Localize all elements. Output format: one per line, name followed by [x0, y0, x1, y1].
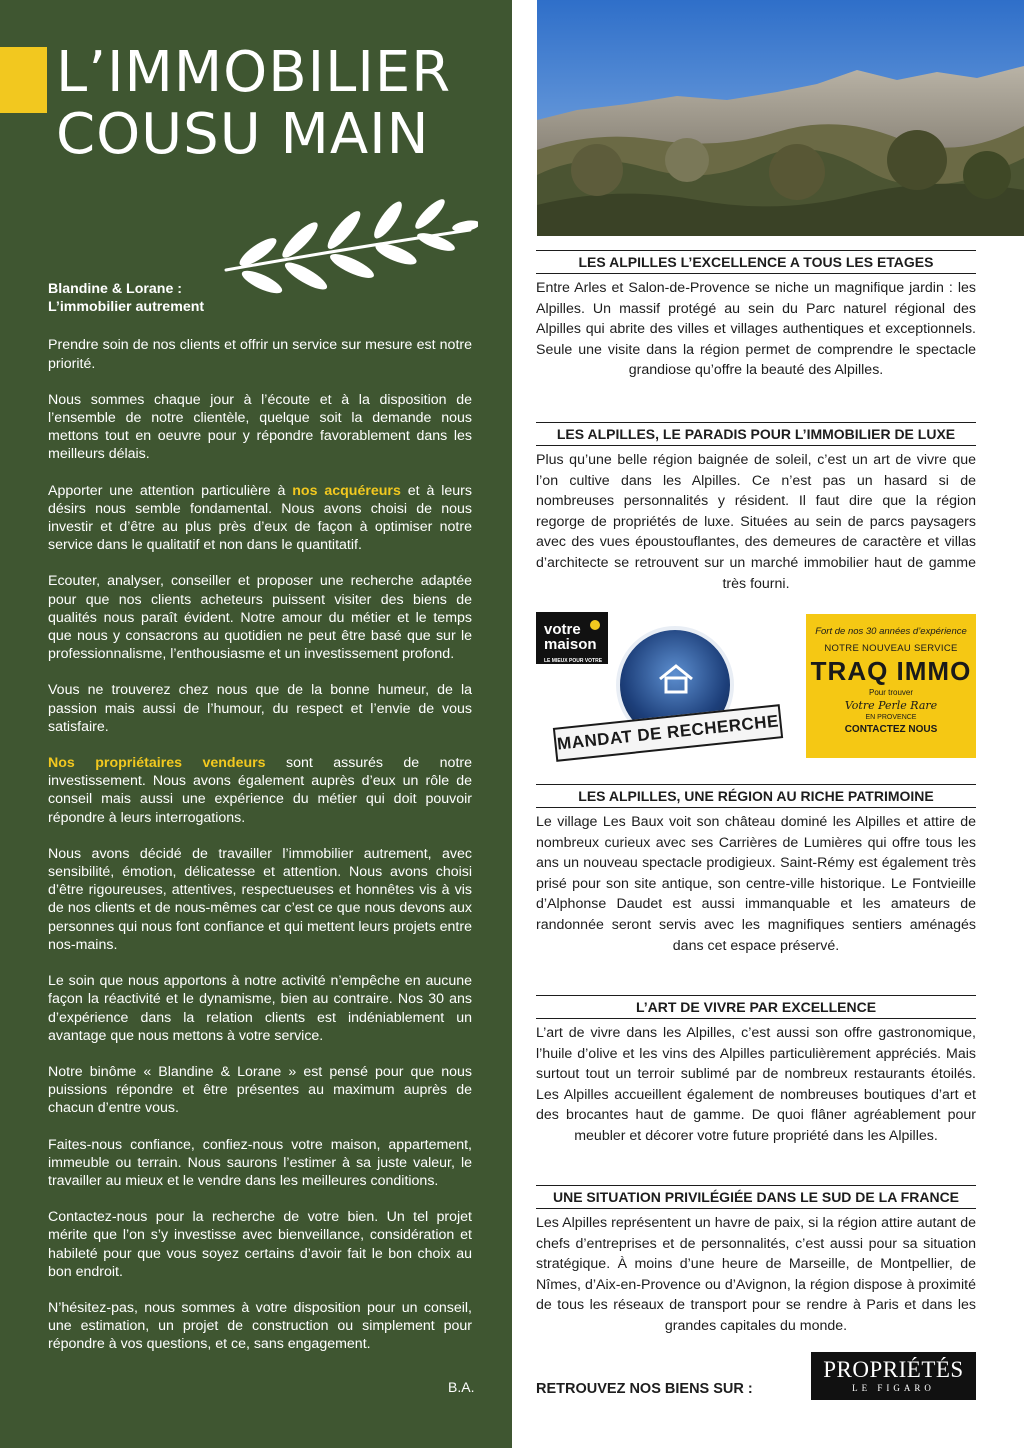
highlight-vendeurs: Nos propriétaires vendeurs — [48, 755, 266, 772]
ad-line-6: EN PROVENCE — [865, 714, 917, 721]
paragraph-3-end: et à leurs désirs nous semble fondamental. Nous avons choisi de nous investir et d’être au plus près d’eux de façon à optimiser notre service dans le qualitatif et non dans le quantitatif. — [48, 482, 472, 554]
paragraph-6 — [48, 754, 472, 827]
lede-line-2: L’immobilier autrement — [48, 299, 205, 316]
proprietes-figaro-logo[interactable] — [811, 1352, 976, 1400]
page-title — [56, 42, 506, 166]
ad-contact: CONTACTEZ NOUS — [844, 724, 938, 735]
paragraph-6-end: sont assurés de notre investissement. Nous avons également auprès d’eux un rôle de conseil mais aussi une expérience du métier qui doit pouvoir répondre à leurs interrogations. — [48, 755, 472, 826]
paragraph-11: Contactez-nous pour la recherche de votre bien. Un tel projet mérite que l’on s’y investisse avec bienveillance, considération et habileté pour que vous soyez certains d’avoir fait le bon choix au bon endroit. — [48, 1209, 472, 1280]
signature: B.A. — [448, 1379, 475, 1395]
intro-lede — [48, 280, 472, 316]
section-excellence — [536, 250, 976, 381]
logo-line-1: votre — [544, 621, 581, 638]
paragraph-8: Le soin que nous apportons à notre activité n’empêche en aucune façon la réactivité et le dynamisme, bien au contraire. Nos 30 ans d’expérience dans la relation clients est indéniablement un avantage que nous mettons à votre service. — [48, 973, 472, 1044]
votre-maison-logo — [536, 612, 608, 679]
paragraph-3-start: Apporter une attention particulière à — [48, 482, 293, 499]
section-heading: UNE SITUATION PRIVILÉGIÉE DANS LE SUD DE LA FRANCE — [536, 1185, 976, 1209]
ad-line-1: Fort de nos 30 années d’expérience — [815, 626, 967, 637]
votre-maison-ad — [536, 612, 788, 760]
paragraph-2: Nous sommes chaque jour à l’écoute et à la disposition de l’ensemble de notre clientèle, quelque soit la demande nous mettons tout en oeuvre pour y répondre favorablement dans les meilleurs délais. — [48, 391, 472, 463]
section-body: Le village Les Baux voit son château dominé les Alpilles et attire de nombreux curieux avec ses Carrières de Lumières qui offre tous les ans un nouveau spectacle prodigieux. Saint-Rémy est également très prisé pour son site antique, son centre-ville historique. Le Fontvieille d’Alphonse Daudet est aussi immanquable et les amateurs de randonnée seront servis avec les magnifiques sentiers aménagés dans cet espace préservé. — [536, 814, 976, 954]
section-body: Les Alpilles représentent un havre de paix, si la région attire autant de chefs d’entreprises et de personnalités, c’est aussi pour sa situation stratégique. À moins d’une heure de Marseille, de Montpellier, de Nîmes, d’Aix-en-Provence ou d’Avignon, la région dispose à proximité de tous les réseaux de transport pour se rendre à Paris et dans les grandes capitales du monde. — [536, 1215, 976, 1334]
accent-bar — [0, 47, 47, 113]
traq-immo-ad — [806, 614, 976, 758]
ad-line-2: NOTRE NOUVEAU SERVICE — [824, 643, 958, 654]
house-icon — [658, 664, 694, 694]
logo-tagline: LE MIEUX POUR VOTRE BIEN — [544, 658, 603, 679]
section-luxe — [536, 422, 976, 594]
paragraph-5: Vous ne trouverez chez nous que de la bonne humeur, de la passion mais aussi de l’humour, du respect et l’envie de vous satisfaire. — [48, 682, 472, 735]
logo-dot — [590, 620, 600, 630]
section-heading: LES ALPILLES L’EXCELLENCE A TOUS LES ETAGES — [536, 250, 976, 274]
section-art-de-vivre — [536, 995, 976, 1147]
section-heading: LES ALPILLES, UNE RÉGION AU RICHE PATRIMOINE — [536, 784, 976, 808]
title-line-1: L’IMMOBILIER — [56, 40, 452, 105]
figaro-logo-line-2: LE FIGARO — [852, 1383, 935, 1393]
highlight-acquereurs: nos acquéreurs — [292, 482, 401, 499]
ad-title: TRAQ IMMO — [810, 656, 972, 686]
paragraph-9: Notre binôme « Blandine & Lorane » est pensé pour que nous puissions répondre et être présentes au maximum auprès de chacun d’entre vous. — [48, 1063, 472, 1117]
paragraph-12: N’hésitez-pas, nous sommes à votre disposition pour un conseil, une estimation, un projet de construction ou simplement pour répondre à vos questions, et ce, sans engagement. — [48, 1299, 472, 1353]
section-heading: LES ALPILLES, LE PARADIS POUR L’IMMOBILIER DE LUXE — [536, 422, 976, 446]
section-body: Entre Arles et Salon-de-Provence se niche un magnifique jardin : les Alpilles. Un massif protégé au sein du Parc naturel régional des Alpilles qui abrite des villes et villages authentiques et exceptionnels. Seule une visite dans la région permet de comprendre le spectacle grandiose qu’offre la beauté des Alpilles. — [536, 280, 976, 379]
section-patrimoine — [536, 784, 976, 956]
section-body: L’art de vivre dans les Alpilles, c’est aussi son offre gastronomique, l’huile d’olive et les vins des Alpilles particulièrement appréciés. Mais surtout tout un terroir sublimé par de nombreux restaurants étoilés. Les Alpilles accueillent également de nombreuses boutiques d’art et des brocantes haut de gamme. De quoi flâner agréablement pour meubler et décorer votre future propriété dans les Alpilles. — [536, 1025, 976, 1144]
logo-line-2: maison — [544, 636, 597, 653]
ad-line-5: Votre Perle Rare — [844, 699, 938, 712]
ad-line-4: Pour trouver — [868, 688, 914, 697]
footer-label: RETROUVEZ NOS BIENS SUR : — [536, 1381, 753, 1397]
mandat-banner: MANDAT DE RECHERCHE — [553, 704, 783, 762]
paragraph-1: Prendre soin de nos clients et offrir un service sur mesure est notre priorité. — [48, 337, 472, 372]
section-heading: L’ART DE VIVRE PAR EXCELLENCE — [536, 995, 976, 1019]
paragraph-4: Ecouter, analyser, conseiller et proposer une recherche adaptée pour que nos clients acheteurs puissent visiter des biens de qualités nous paraît évident. Notre amour du métier et le temps que nous y consacrons au quotidien ne peut être basé que sur le professionnalisme, l’enthousiasme et un investissement profond. — [48, 573, 472, 663]
section-body: Plus qu’une belle région baignée de soleil, c’est un art de vivre que l’on cultive dans les Alpilles. Ce n’est pas un hasard si de nombreuses personnalités y résident. Il faut dire que la région regorge de propriétés de luxe. Situées au sein de parcs paysagers avec des vues époustouflantes, des demeures de caractère et villas d’architecte se retrouvent sur un marché immobilier haut de gamme très fourni. — [536, 452, 976, 592]
paragraph-7: Nous avons décidé de travailler l’immobilier autrement, avec sensibilité, émotion, délicatesse et attention. Nous avons choisi d’être rigoureuses, attentives, respectueuses et honnêtes vis à vis de nos clients et de nous-mêmes car c’est ce que nous devons aux personnes qui nous font confiance et qui mettent leurs projets entre nos-mains. — [48, 845, 472, 953]
intro-text — [48, 280, 472, 1372]
figaro-logo-line-1: PROPRIÉTÉS — [823, 1357, 964, 1382]
title-line-2: COUSU MAIN — [56, 102, 430, 167]
paragraph-3 — [48, 482, 472, 555]
paragraph-10: Faites-nous confiance, confiez-nous votre maison, appartement, immeuble ou terrain. Nous saurons l’estimer à sa juste valeur, le travailler au mieux et le vendre dans les meilleures conditions. — [48, 1136, 472, 1189]
lede-line-1: Blandine & Lorane : — [48, 281, 183, 297]
alpilles-landscape-photo — [537, 0, 1024, 236]
section-situation — [536, 1185, 976, 1337]
